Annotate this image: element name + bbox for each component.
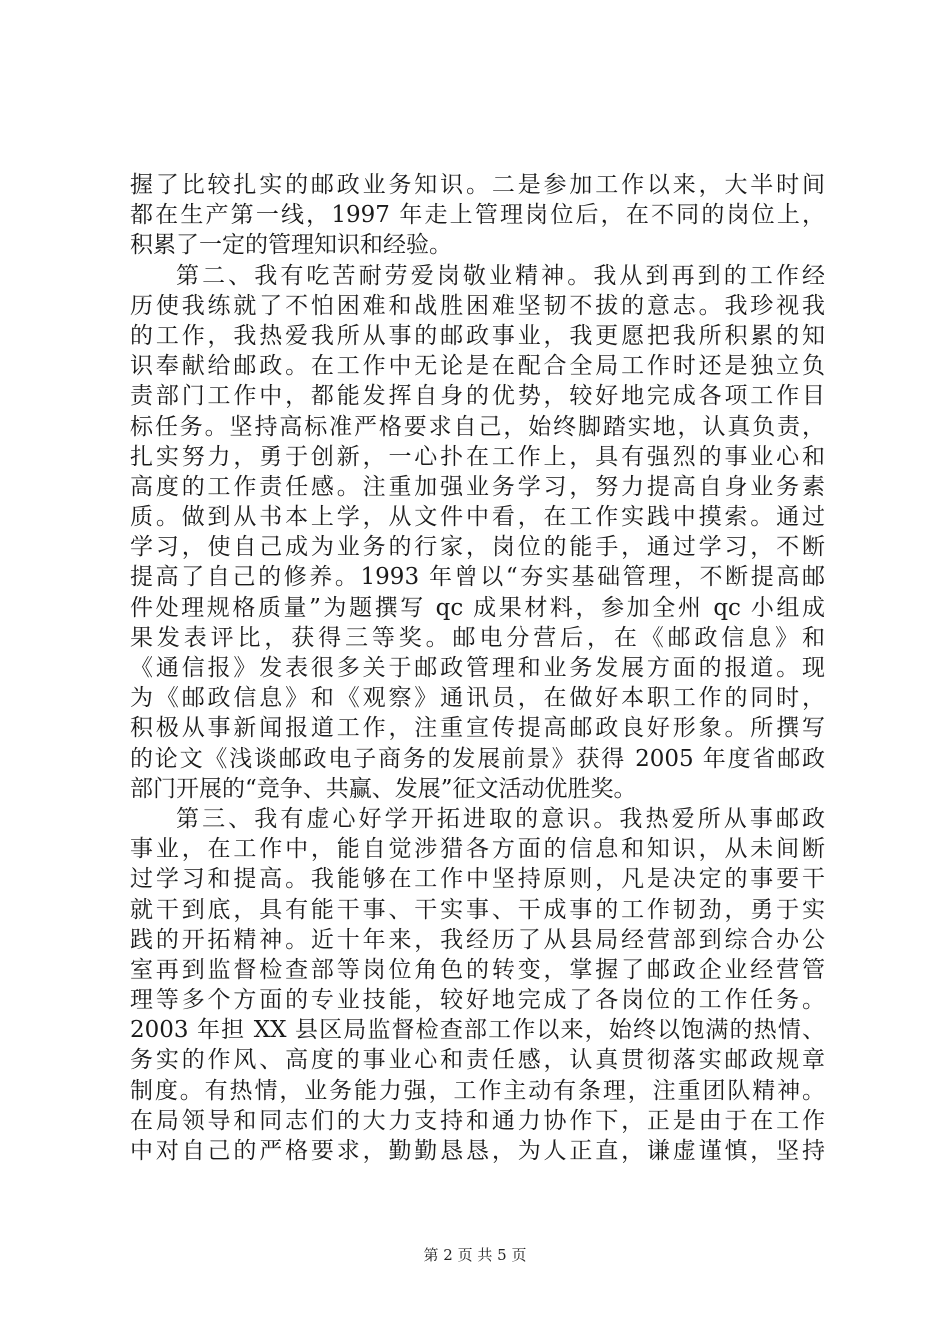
text-line: 2003 年担 XX 县区局监督检查部工作以来，始终以饱满的热情、 (130, 1017, 825, 1044)
text-line: 在局领导和同志们的大力支持和通力协作下，正是由于在工作 (130, 1107, 825, 1134)
text-line: 第三、我有虚心好学开拓进取的意识。我热爱所从事邮政 (176, 805, 825, 832)
text-line: 的论文《浅谈邮政电子商务的发展前景》获得 2005 年度省邮政 (130, 745, 825, 772)
text-line: 都在生产第一线，1997 年走上管理岗位后，在不同的岗位上， (130, 202, 825, 229)
text-line: 理等多个方面的专业技能，较好地完成了各岗位的工作任务。 (130, 987, 825, 1014)
text-line: 件处理规格质量”为题撰写 qc 成果材料，参加全州 qc 小组成 (130, 594, 825, 621)
text-line: 积累了一定的管理知识和经验。 (130, 232, 452, 259)
text-line: 积极从事新闻报道工作，注重宣传提高邮政良好形象。所撰写 (130, 715, 825, 742)
text-line: 识奉献给邮政。在工作中无论是在配合全局工作时还是独立负 (130, 353, 825, 380)
text-line: 果发表评比，获得三等奖。邮电分营后，在《邮政信息》和 (130, 624, 825, 651)
page-footer: 第 2 页 共 5 页 (423, 1246, 527, 1264)
text-line: 历使我练就了不怕困难和战胜困难坚韧不拔的意志。我珍视我 (130, 292, 825, 319)
text-line: 就干到底，具有能干事、干实事、干成事的工作韧劲，勇于实 (130, 896, 825, 923)
text-line: 践的开拓精神。近十年来，我经历了从县局经营部到综合办公 (130, 926, 825, 953)
document-body (130, 170, 825, 1166)
text-line: 握了比较扎实的邮政业务知识。二是参加工作以来，大半时间 (130, 172, 825, 198)
text-line: 室再到监督检查部等岗位角色的转变，掌握了邮政企业经营管 (130, 956, 825, 983)
text-line: 部门开展的“竞争、共赢、发展”征文活动优胜奖。 (130, 775, 637, 802)
text-line: 为《邮政信息》和《观察》通讯员，在做好本职工作的同时， (130, 685, 825, 712)
text-line: 提高了自己的修养。1993 年曾以“夯实基础管理，不断提高邮 (130, 564, 825, 591)
text-line: 高度的工作责任感。注重加强业务学习，努力提高自身业务素 (130, 473, 825, 500)
text-line: 务实的作风、高度的事业心和责任感，认真贯彻落实邮政规章 (130, 1047, 825, 1074)
text-line: 中对自己的严格要求，勤勤恳恳，为人正直，谦虚谨慎，坚持 (130, 1138, 825, 1164)
text-line: 质。做到从书本上学，从文件中看，在工作实践中摸索。通过 (130, 504, 825, 531)
text-line: 第二、我有吃苦耐劳爱岗敬业精神。我从到再到的工作经 (176, 262, 825, 289)
text-line: 过学习和提高。我能够在工作中坚持原则，凡是决定的事要干 (130, 866, 825, 893)
text-line: 扎实努力，勇于创新，一心扑在工作上，具有强烈的事业心和 (130, 443, 825, 470)
text-line: 制度。有热情，业务能力强，工作主动有条理，注重团队精神。 (130, 1077, 825, 1104)
text-line: 标任务。坚持高标准严格要求自己，始终脚踏实地，认真负责， (130, 413, 825, 440)
text-line: 责部门工作中，都能发挥自身的优势，较好地完成各项工作目 (130, 383, 825, 410)
text-line: 事业，在工作中，能自觉涉猎各方面的信息和知识，从未间断 (130, 836, 825, 863)
text-line: 的工作，我热爱我所从事的邮政事业，我更愿把我所积累的知 (130, 322, 825, 349)
text-line: 《通信报》发表很多关于邮政管理和业务发展方面的报道。现 (130, 655, 825, 681)
text-line: 学习，使自己成为业务的行家，岗位的能手，通过学习，不断 (130, 534, 825, 561)
